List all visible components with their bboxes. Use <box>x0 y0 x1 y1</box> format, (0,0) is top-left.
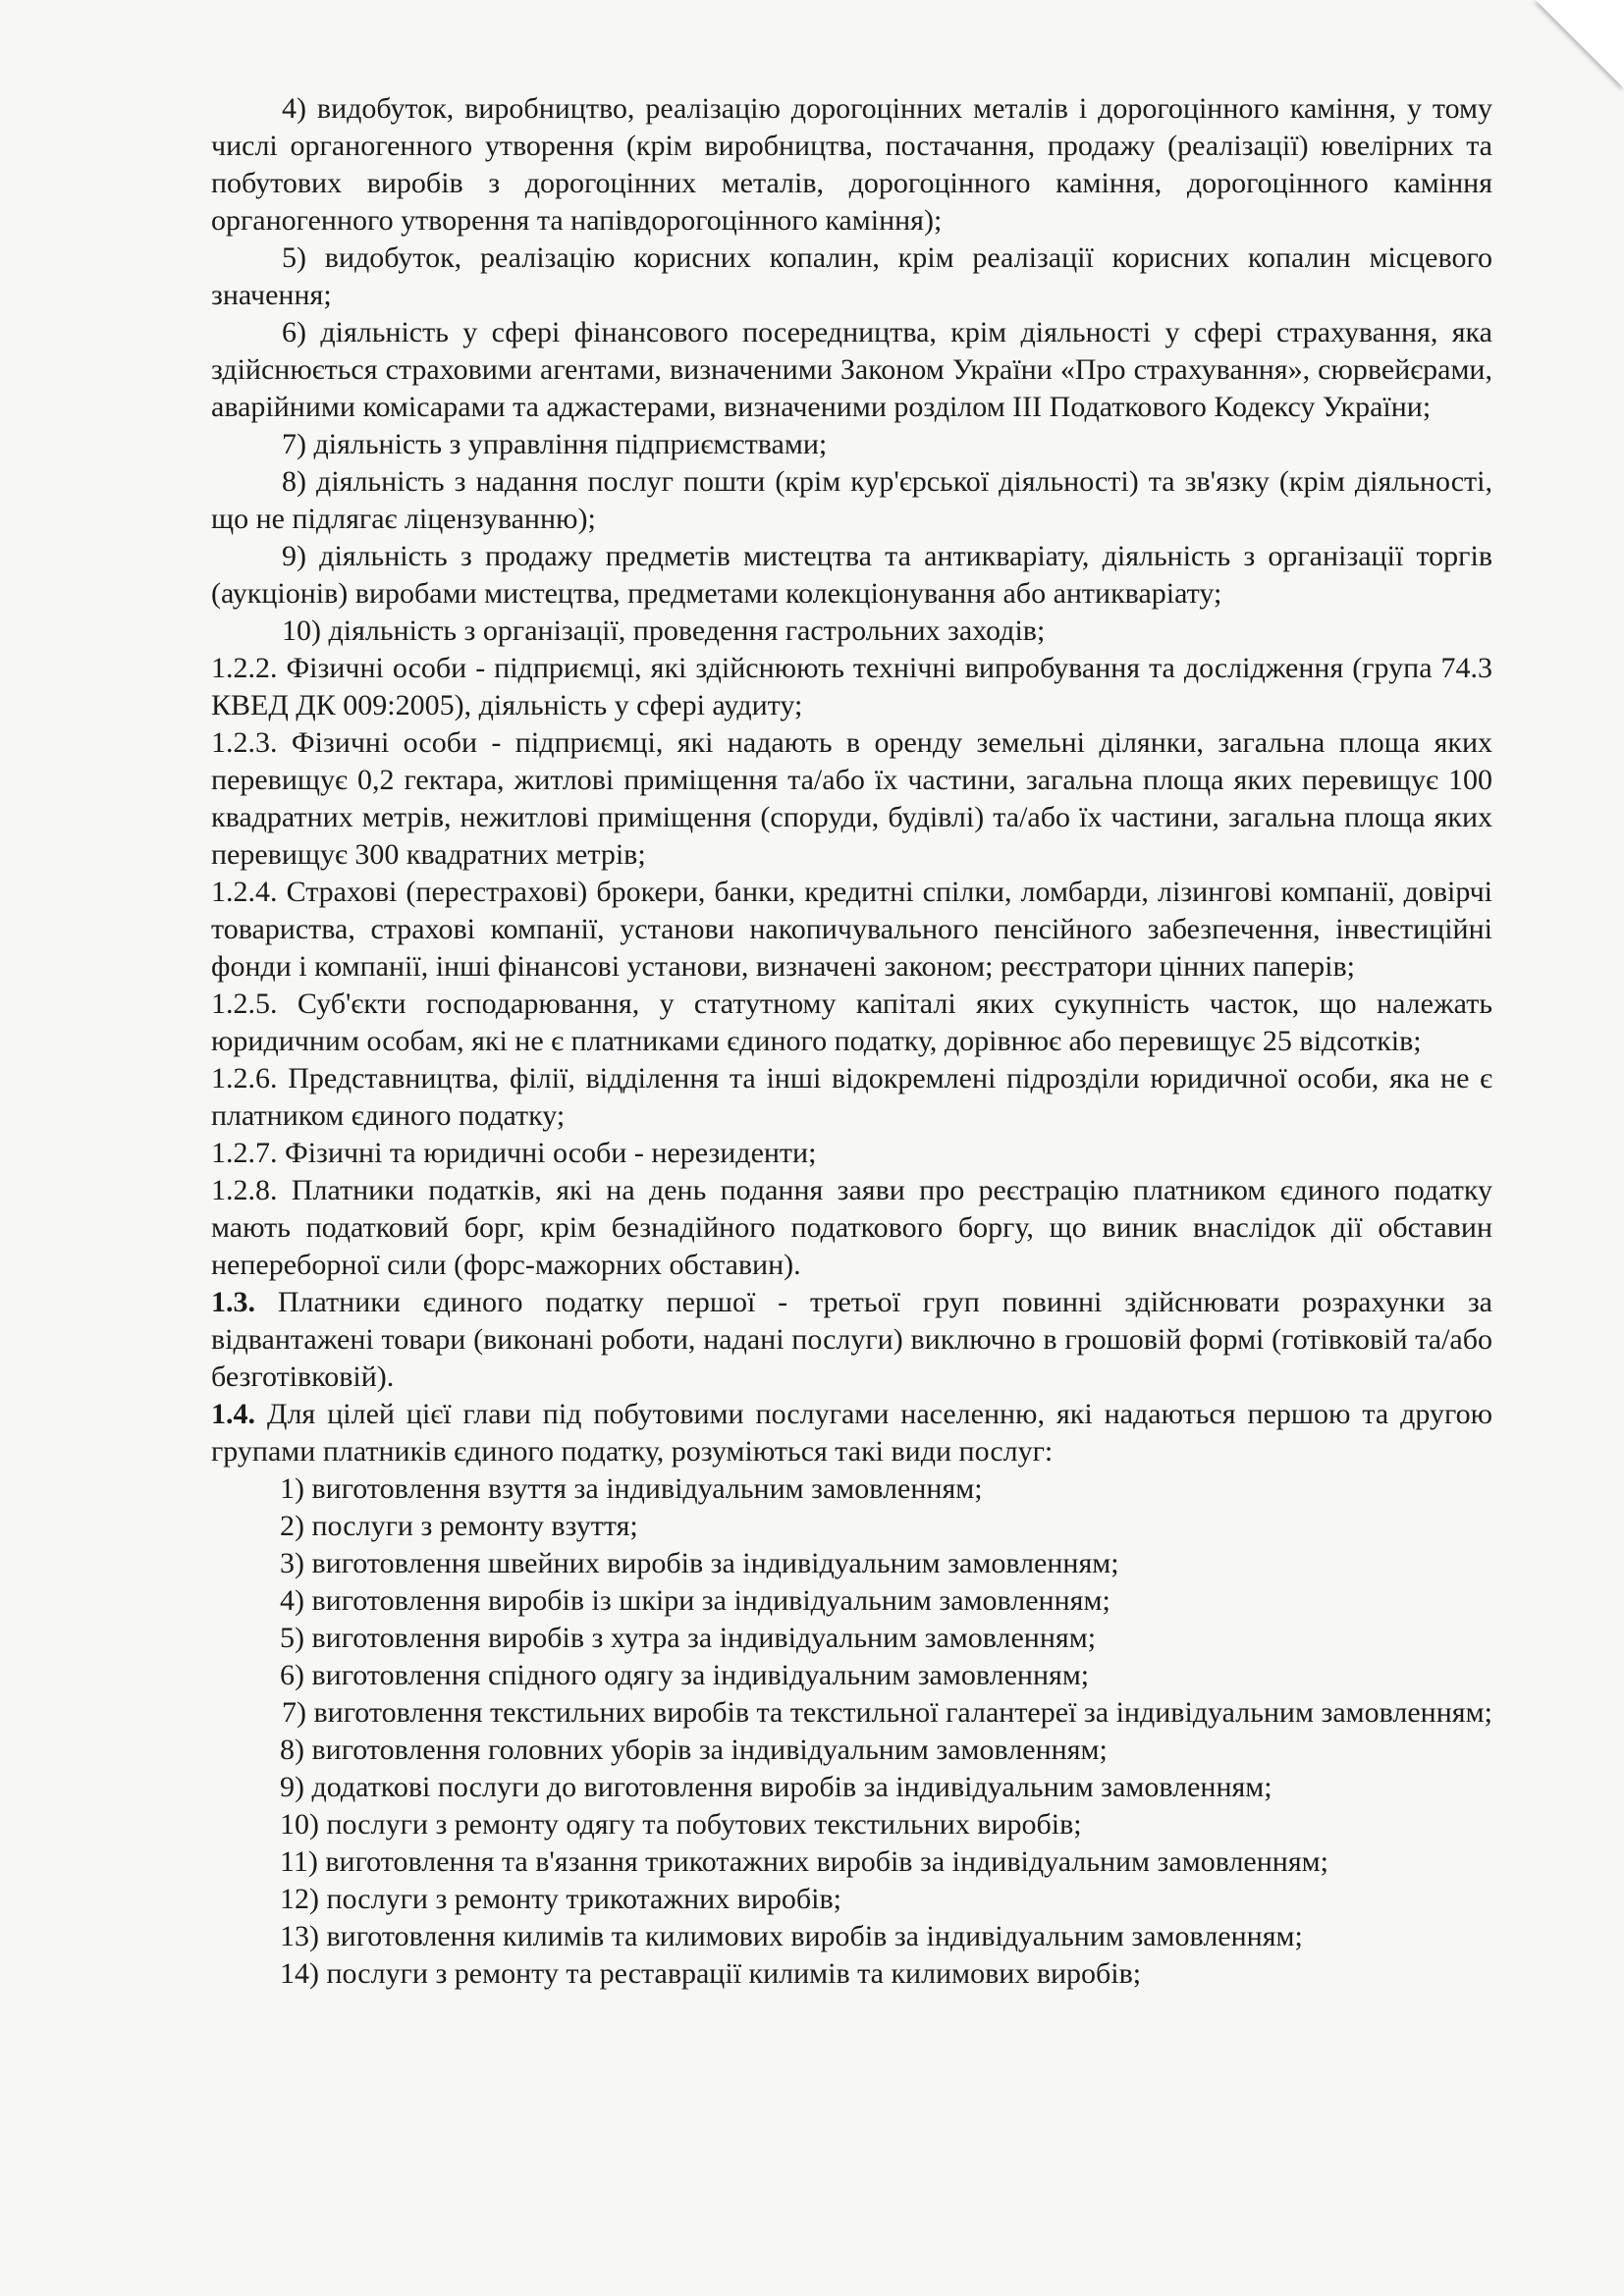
service-item-3: 3) виготовлення швейних виробів за індивідуальним замовленням; <box>280 1547 1119 1579</box>
activity-item-10: 10) діяльність з організації, проведення гастрольних заходів; <box>282 614 1046 647</box>
clauses-list <box>211 650 1492 1284</box>
activity-item-4: 4) видобуток, виробництво, реалізацію дорогоцінних металів і дорогоцінного каміння, у тому числі органогенного утворення (крім виробництва, постачання, продажу (реалізації) ювелірних та побутових виробів з дорогоцінних металів, дорогоцінного каміння, дорогоцінного каміння органогенного утворення та напівдорогоцінного каміння); <box>211 92 1492 237</box>
document-page <box>211 90 1492 1993</box>
service-item-13: 13) виготовлення килимів та килимових виробів за індивідуальним замовленням; <box>280 1920 1303 1952</box>
service-item-2: 2) послуги з ремонту взуття; <box>280 1510 638 1542</box>
clause-1-2-4: 1.2.4. Страхові (перестрахові) брокери, банки, кредитні спілки, ломбарди, лізингові компанії, довірчі товариства, страхові компанії, установи накопичувального пенсійного забезпечення, інвестиційні фонди і компанії, інші фінансові установи, визначені законом; реєстратори цінних паперів; <box>211 876 1492 983</box>
service-item-14: 14) послуги з ремонту та реставрації килимів та килимових виробів; <box>280 1957 1142 1990</box>
section-1-3-text: Платники єдиного податку першої - третьої груп повинні здійснювати розрахунки за відвантажені товари (виконані роботи, надані послуги) виключно в грошовій формі (готівковій та/або безготівковій). <box>211 1286 1492 1393</box>
service-item-6: 6) виготовлення спідного одягу за індивідуальним замовленням; <box>280 1659 1090 1691</box>
clause-1-2-6: 1.2.6. Представництва, філії, відділення та інші відокремлені підрозділи юридичної особи, яка не є платником єдиного податку; <box>211 1062 1492 1132</box>
service-item-10: 10) послуги з ремонту одягу та побутових текстильних виробів; <box>280 1808 1082 1841</box>
section-1-3-label: 1.3. <box>211 1286 255 1318</box>
clause-1-2-7: 1.2.7. Фізичні та юридичні особи - нерезиденти; <box>211 1137 817 1169</box>
activity-item-6: 6) діяльність у сфері фінансового посередництва, крім діяльності у сфері страхування, яка здійснюється страховими агентами, визначеними Законом України «Про страхування», сюрвейєрами, аварійними комісарами та аджастерами, визначеними розділом III Податкового Кодексу України; <box>211 316 1492 423</box>
service-item-11: 11) виготовлення та в'язання трикотажних виробів за індивідуальним замовленням; <box>280 1845 1328 1878</box>
clause-1-2-2: 1.2.2. Фізичні особи - підприємці, які здійснюють технічні випробування та дослідження (група 74.3 КВЕД ДК 009:2005), діяльність у сфері аудиту; <box>211 652 1492 721</box>
section-1-4 <box>211 1396 1492 1470</box>
service-item-8: 8) виготовлення головних уборів за індивідуальним замовленням; <box>280 1734 1108 1766</box>
clause-1-2-5: 1.2.5. Суб'єкти господарювання, у статутному капіталі яких сукупність часток, що належать юридичним особам, які не є платниками єдиного податку, дорівнює або перевищує 25 відсотків; <box>211 988 1492 1057</box>
clause-1-2-8: 1.2.8. Платники податків, які на день подання заяви про реєстрацію платником єдиного податку мають податковий борг, крім безнадійного податкового боргу, що виник внаслідок дії обставин непереборної сили (форс-мажорних обставин). <box>211 1174 1492 1281</box>
service-item-5: 5) виготовлення виробів з хутра за індивідуальним замовленням; <box>280 1622 1097 1654</box>
activity-item-8: 8) діяльність з надання послуг пошти (крім кур'єрської діяльності) та зв'язку (крім діяльності, що не підлягає ліцензуванню); <box>211 465 1492 535</box>
section-1-4-label: 1.4. <box>211 1398 255 1430</box>
service-item-1: 1) виготовлення взуття за індивідуальним замовленням; <box>280 1472 983 1505</box>
section-1-3 <box>211 1284 1492 1396</box>
services-list <box>211 1470 1492 1993</box>
clause-1-2-3: 1.2.3. Фізичні особи - підприємці, які надають в оренду земельні ділянки, загальна площа яких перевищує 0,2 гектара, житлові приміщення та/або їх частини, загальна площа яких перевищує 100 квадратних метрів, нежитлові приміщення (споруди, будівлі) та/або їх частини, загальна площа яких перевищує 300 квадратних метрів; <box>211 726 1492 871</box>
service-item-12: 12) послуги з ремонту трикотажних виробів; <box>280 1883 841 1915</box>
activity-items-list <box>211 90 1492 650</box>
service-item-7: 7) виготовлення текстильних виробів та текстильної галантереї за індивідуальним замовленням; <box>282 1696 1492 1729</box>
service-item-9: 9) додаткові послуги до виготовлення виробів за індивідуальним замовленням; <box>280 1771 1272 1803</box>
activity-item-9: 9) діяльність з продажу предметів мистецтва та антикваріату, діяльність з організації торгів (аукціонів) виробами мистецтва, предметами колекціонування або антикваріату; <box>211 540 1492 610</box>
page-corner-fold <box>1536 0 1624 88</box>
section-1-4-text: Для цілей цієї глави під побутовими послугами населенню, які надаються першою та другою групами платників єдиного податку, розуміються такі види послуг: <box>211 1398 1492 1468</box>
activity-item-5: 5) видобуток, реалізацію корисних копалин, крім реалізації корисних копалин місцевого значення; <box>211 241 1492 311</box>
service-item-4: 4) виготовлення виробів із шкіри за індивідуальним замовленням; <box>280 1584 1110 1617</box>
activity-item-7: 7) діяльність з управління підприємствами; <box>282 428 828 460</box>
